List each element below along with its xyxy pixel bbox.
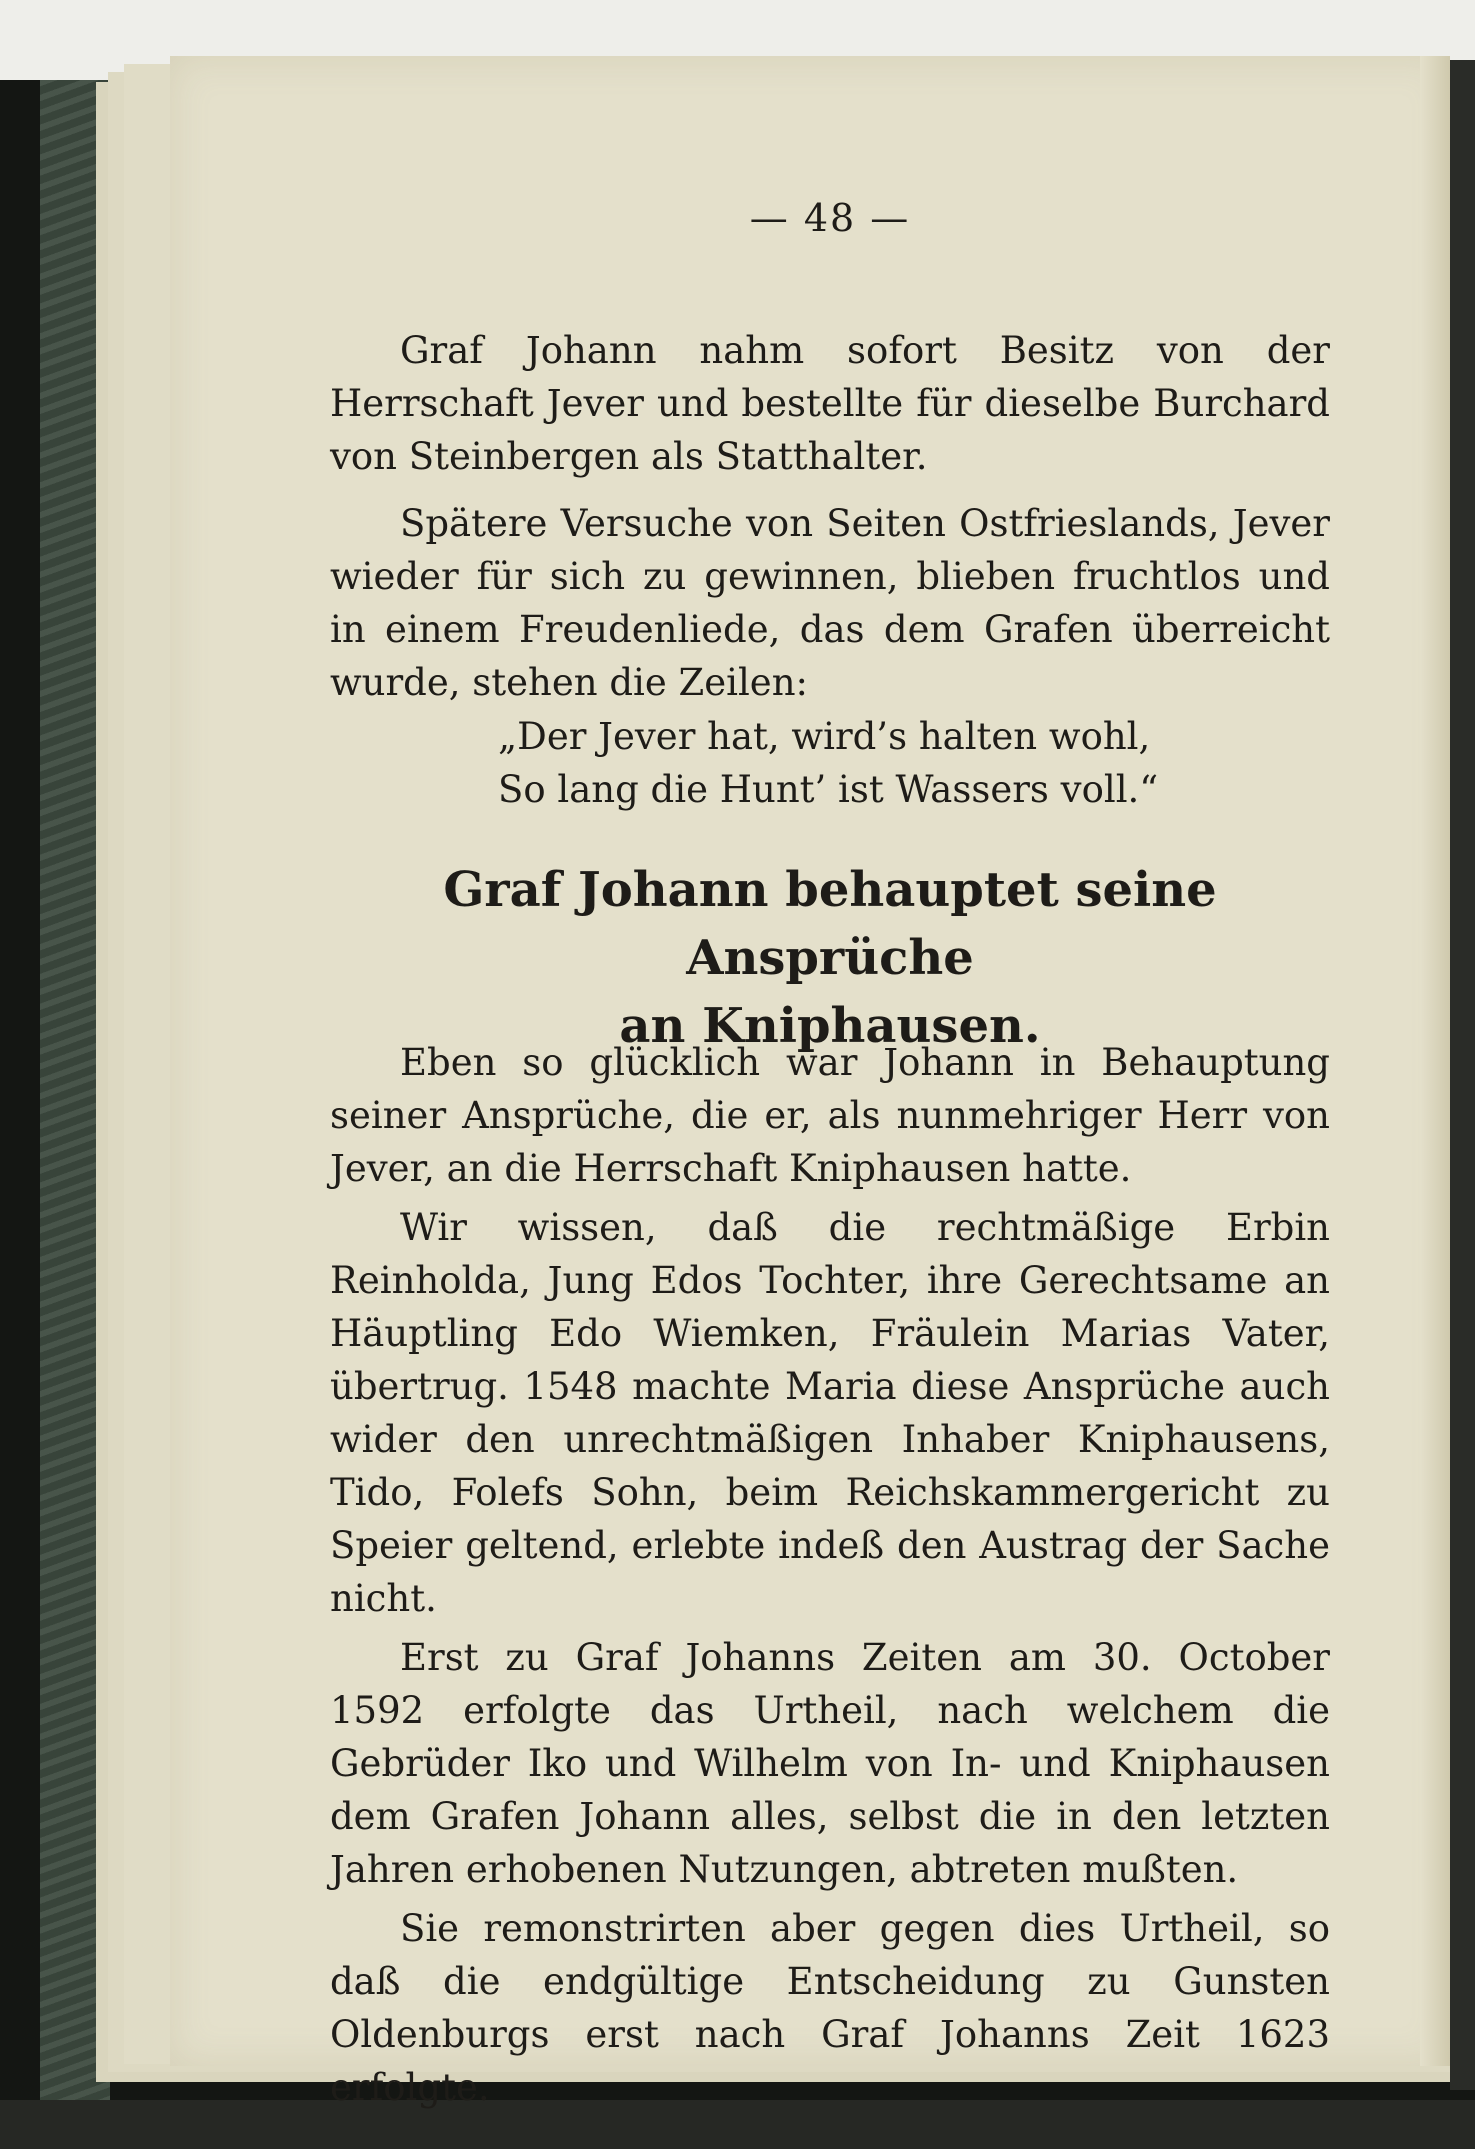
paragraph-group-top (330, 324, 1330, 709)
paragraph-group-bottom (330, 1036, 1330, 2114)
paragraph: Erst zu Graf Johanns Zeiten am 30. October 1592 erfolgte das Urtheil, nach welchem die Gebrüder Iko und Wilhelm von In- und Kniphausen dem Grafen Johann alles, selbst die in den letzten Jahren erhobenen Nutzungen, abtreten mußten. (330, 1636, 1330, 1891)
section-heading-line: Graf Johann behauptet seine Ansprüche (443, 862, 1217, 986)
section-heading-line: an Kniphausen. (619, 998, 1041, 1054)
verse-line: So lang die Hunt’ ist Wassers voll.“ (498, 768, 1159, 811)
book-right-edge (1450, 60, 1475, 2090)
section-heading (330, 856, 1330, 1060)
page-number: — 48 — (749, 196, 911, 240)
page-gutter-shadow (1420, 56, 1450, 2066)
paragraph: Graf Johann nahm sofort Besitz von der Herrschaft Jever und bestellte für dieselbe Burchard von Steinbergen als Statthalter. (330, 329, 1330, 478)
book-page (170, 56, 1450, 2109)
paragraph: Spätere Versuche von Seiten Ostfrieslands, Jever wieder für sich zu gewinnen, blieben fruchtlos und in einem Freudenliede, das dem Grafen überreicht wurde, stehen die Zeilen: (330, 502, 1330, 704)
verse-quote (330, 710, 1330, 816)
paragraph: Wir wissen, daß die rechtmäßige Erbin Reinholda, Jung Edos Tochter, ihre Gerechtsame an Häuptling Edo Wiemken, Fräulein Marias Vater, übertrug. 1548 machte Maria diese Ansprüche auch wider den unrechtmäßigen Inhaber Kniphausens, Tido, Folefs Sohn, beim Reichskammergericht zu Speier geltend, erlebte indeß den Austrag der Sache nicht. (330, 1206, 1330, 1620)
verse-line: „Der Jever hat, wird’s halten wohl, (498, 715, 1151, 758)
paragraph: Sie remonstrirten aber gegen dies Urtheil, so daß die endgültige Entscheidung zu Gunsten Oldenburgs erst nach Graf Johanns Zeit 1623 erfolgte. (330, 1907, 1330, 2109)
paragraph: Eben so glücklich war Johann in Behauptung seiner Ansprüche, die er, als nunmehriger Herr von Jever, an die Herrschaft Kniphausen hatte. (330, 1041, 1330, 1190)
